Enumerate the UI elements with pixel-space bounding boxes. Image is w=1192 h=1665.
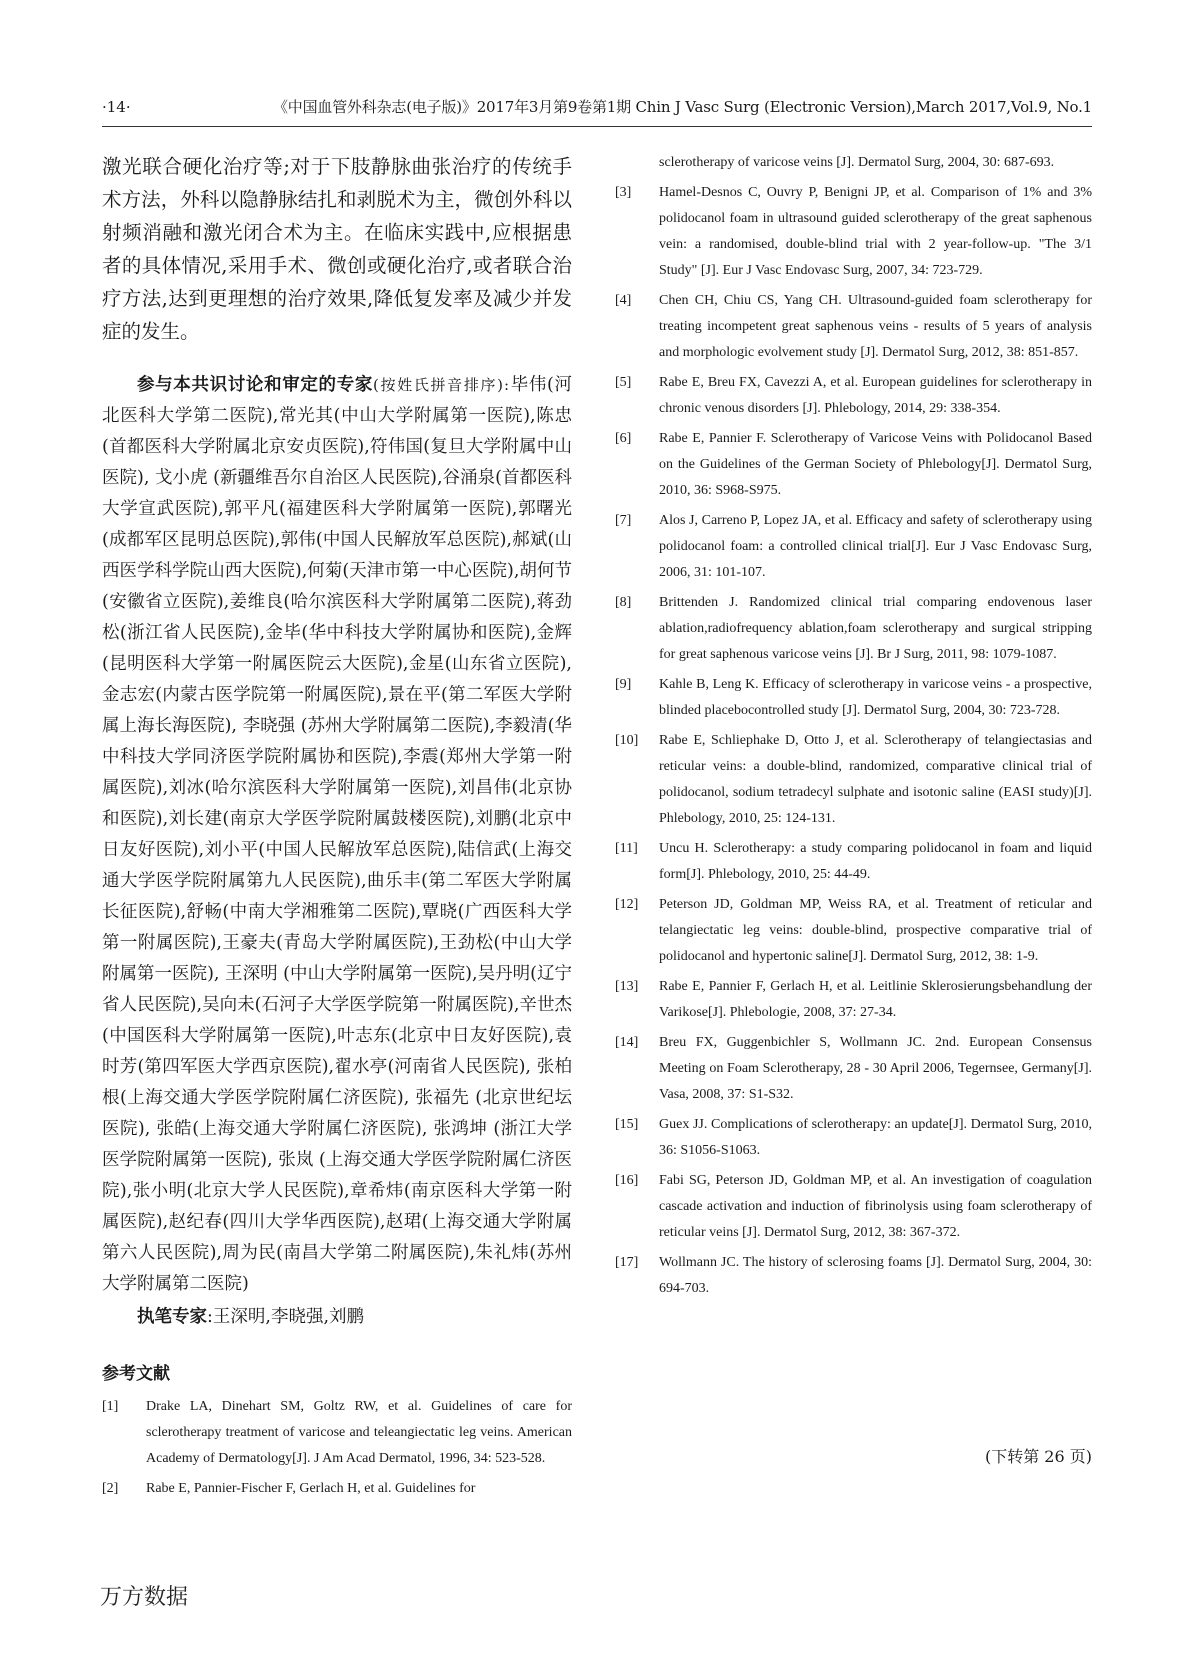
reference-number: [14] <box>615 1035 639 1050</box>
reference-item <box>102 1394 572 1472</box>
continued-note: (下转第 26 页) <box>984 1447 1092 1466</box>
experts-list: 毕伟(河北医科大学第二医院),常光其(中山大学附属第一医院),陈忠(首都医科大学附属北京安贞医院),符伟国(复旦大学附属中山医院), 戈小虎 (新疆维吾尔自治区人民医院),谷涌泉(首都医科大学宣武医院),郭平凡(福建医科大学附属第一医院),郭曙光(成都军区昆明总医院),郭伟(中国人民解放军总医院),郝斌(山西医学科学院山西大医院),何菊(天津市第一中心医院),胡何节(安徽省立医院),姜维良(哈尔滨医科大学附属第二医院),蒋劲松(浙江省人民医院),金毕(华中科技大学附属协和医院),金辉(昆明医科大学第一附属医院云大医院),金星(山东省立医院),金志宏(内蒙古医学院第一附属医院),景在平(第二军医大学附属上海长海医院), 李晓强 (苏州大学附属第二医院),李毅清(华中科技大学同济医学院附属协和医院),李震(郑州大学第一附属医院),刘冰(哈尔滨医科大学附属第一医院),刘昌伟(北京协和医院),刘长建(南京大学医学院附属鼓楼医院),刘鹏(北京中日友好医院),刘小平(中国人民解放军总医院),陆信武(上海交通大学医学院附属第九人民医院),曲乐丰(第二军医大学附属长征医院),舒畅(中南大学湘雅第二医院),覃晓(广西医科大学第一附属医院),王豪夫(青岛大学附属医院),王劲松(中山大学附属第一医院), 王深明 (中山大学附属第一医院),吴丹明(辽宁省人民医院),吴向未(石河子大学医学院第一附属医院),辛世杰(中国医科大学附属第一医院),叶志东(北京中日友好医院),袁时芳(第四军医大学西京医院),翟水亭(河南省人民医院), 张柏根(上海交通大学医学院附属仁济医院), 张福先 (北京世纪坛医院), 张皓(上海交通大学附属仁济医院), 张鸿坤 (浙江大学医学院附属第一医院), 张岚 (上海交通大学医学院附属仁济医院),张小明(北京大学人民医院),章希炜(南京医科大学第一附属医院),赵纪春(四川大学华西医院),赵珺(上海交通大学附属第六人民医院),周为民(南昌大学第二附属医院),朱礼炜(苏州大学附属第二医院) <box>102 375 572 1294</box>
experts-section <box>102 370 572 1300</box>
header-rule <box>102 126 1092 127</box>
reference-number: [10] <box>615 733 639 748</box>
reference-item <box>615 1250 1092 1302</box>
reference-text: Rabe E, Schliephake D, Otto J, et al. Sclerotherapy of telangiectasias and reticular veins: a double-blind, randomized, comparative clinical trial of polidocanol, sodium tetradecyl sulphate and isotonic saline (EASI study)[J]. Phlebology, 2010, 25: 124-131. <box>659 733 1092 826</box>
body-paragraph: 激光联合硬化治疗等;对于下肢静脉曲张治疗的传统手术方法，外科以隐静脉结扎和剥脱术为主，微创外科以射频消融和激光闭合术为主。在临床实践中,应根据患者的具体情况,采用手术、微创或硬化治疗,或者联合治疗方法,达到更理想的治疗效果,降低复发率及减少并发症的发生。 <box>102 155 572 343</box>
writers-line <box>102 1302 572 1333</box>
reference-text: Brittenden J. Randomized clinical trial comparing endovenous laser ablation,radiofrequency ablation,foam sclerotherapy and surgical stripping for great saphenous varicose veins [J]. Br J Surg, 2011, 98: 1079-1087. <box>659 595 1092 662</box>
reference-item <box>615 672 1092 724</box>
journal-citation: 《中国血管外科杂志(电子版)》2017年3月第9卷第1期 Chin J Vasc Surg (Electronic Version),March 2017,Vol.9, No.1 <box>273 98 1092 116</box>
reference-text: Uncu H. Sclerotherapy: a study comparing polidocanol in foam and liquid form[J]. Phlebology, 2010, 25: 44-49. <box>659 841 1092 882</box>
reference-number: [11] <box>615 841 638 856</box>
reference-item <box>615 1168 1092 1246</box>
reference-item <box>615 1030 1092 1108</box>
references-right <box>615 180 1092 1302</box>
reference-text: Rabe E, Pannier F. Sclerotherapy of Varicose Veins with Polidocanol Based on the Guidelines of the German Society of Phlebology[J]. Dermatol Surg, 2010, 36: S968-S975. <box>659 431 1092 498</box>
reference-text: Fabi SG, Peterson JD, Goldman MP, et al. An investigation of coagulation cascade activation and induction of fibrinolysis using foam sclerotherapy of reticular veins [J]. Dermatol Surg, 2012, 38: 367-372. <box>659 1173 1092 1240</box>
reference-number: [7] <box>615 513 632 528</box>
reference-text: Guex JJ. Complications of sclerotherapy: an update[J]. Dermatol Surg, 2010, 36: S1056-S1063. <box>659 1117 1092 1158</box>
writers-lead: 执笔专家 <box>137 1307 207 1327</box>
writers-names: :王深明,李晓强,刘鹏 <box>207 1307 365 1327</box>
references-title: 参考文献 <box>102 1364 170 1384</box>
reference-number: [9] <box>615 677 632 692</box>
reference-number: [1] <box>102 1399 119 1414</box>
reference-number: [5] <box>615 375 632 390</box>
reference-text: Drake LA, Dinehart SM, Goltz RW, et al. Guidelines of care for sclerotherapy treatment of varicose and teleangiectatic leg veins. American Academy of Dermatology[J]. J Am Acad Dermatol, 1996, 34: 523-528. <box>146 1399 572 1466</box>
reference-item <box>615 892 1092 970</box>
references-left <box>102 1394 572 1502</box>
reference-text: Wollmann JC. The history of sclerosing foams [J]. Dermatol Surg, 2004, 30: 694-703. <box>659 1255 1092 1296</box>
reference-text: Alos J, Carreno P, Lopez JA, et al. Efficacy and safety of sclerotherapy using polidocanol foam: a controlled clinical trial[J]. Eur J Vasc Endovasc Surg, 2006, 31: 101-107. <box>659 513 1092 580</box>
reference-item <box>615 974 1092 1026</box>
watermark: 万方数据 <box>100 1585 189 1610</box>
reference-number: [12] <box>615 897 639 912</box>
reference-item <box>615 508 1092 586</box>
reference-text: Rabe E, Pannier F, Gerlach H, et al. Leitlinie Sklerosierungsbehandlung der Varikose[J]. Phlebologie, 2008, 37: 27-34. <box>659 979 1092 1020</box>
reference-text: Breu FX, Guggenbichler S, Wollmann JC. 2nd. European Consensus Meeting on Foam Sclerotherapy, 28 - 30 April 2006, Tegernsee, Germany[J]. Vasa, 2008, 37: S1-S32. <box>659 1035 1092 1102</box>
reference-text: Kahle B, Leng K. Efficacy of sclerotherapy in varicose veins - a prospective, blinded placebocontrolled study [J]. Dermatol Surg, 2004, 30: 723-728. <box>659 677 1092 718</box>
reference-number: [15] <box>615 1117 639 1132</box>
reference-number: [6] <box>615 431 632 446</box>
reference-text: Chen CH, Chiu CS, Yang CH. Ultrasound-guided foam sclerotherapy for treating incompetent great saphenous veins - results of 5 years of analysis and morphologic evolvement study [J]. Dermatol Surg, 2012, 38: 851-857. <box>659 293 1092 360</box>
reference-item <box>615 590 1092 668</box>
reference-item <box>615 426 1092 504</box>
reference-item <box>615 180 1092 284</box>
reference-number: [16] <box>615 1173 639 1188</box>
reference-item <box>615 370 1092 422</box>
reference-text: Peterson JD, Goldman MP, Weiss RA, et al. Treatment of reticular and telangiectatic leg veins: double-blind, prospective comparative trial of polidocanol and hypertonic saline[J]. Dermatol Surg, 2012, 38: 1-9. <box>659 897 1092 964</box>
reference-continuation <box>615 150 1092 176</box>
page-number: ·14· <box>102 98 131 116</box>
reference-number: [13] <box>615 979 639 994</box>
experts-lead: 参与本共识讨论和审定的专家 <box>137 375 374 395</box>
reference-number: [8] <box>615 595 632 610</box>
reference-number: [4] <box>615 293 632 308</box>
reference-number: [3] <box>615 185 632 200</box>
reference-item <box>615 1112 1092 1164</box>
reference-item <box>615 288 1092 366</box>
reference-item <box>615 728 1092 832</box>
reference-text: Rabe E, Breu FX, Cavezzi A, et al. European guidelines for sclerotherapy in chronic venous disorders [J]. Phlebology, 2014, 29: 338-354. <box>659 375 1092 416</box>
reference-continuation-text: sclerotherapy of varicose veins [J]. Dermatol Surg, 2004, 30: 687-693. <box>659 155 1055 170</box>
reference-text: Hamel-Desnos C, Ouvry P, Benigni JP, et al. Comparison of 1% and 3% polidocanol foam in ultrasound guided sclerotherapy of the great saphenous vein: a randomised, double-blind trial with 2 year-follow-up. "The 3/1 Study" [J]. Eur J Vasc Endovasc Surg, 2007, 34: 723-729. <box>659 185 1092 278</box>
experts-note: (按姓氏拼音排序): <box>373 376 511 394</box>
reference-item <box>102 1476 572 1502</box>
reference-number: [17] <box>615 1255 639 1270</box>
reference-number: [2] <box>102 1481 119 1496</box>
right-column <box>615 150 1092 1306</box>
reference-text: Rabe E, Pannier-Fischer F, Gerlach H, et al. Guidelines for <box>146 1481 476 1496</box>
page-header <box>102 92 1092 122</box>
left-column <box>102 150 572 1506</box>
reference-item <box>615 836 1092 888</box>
